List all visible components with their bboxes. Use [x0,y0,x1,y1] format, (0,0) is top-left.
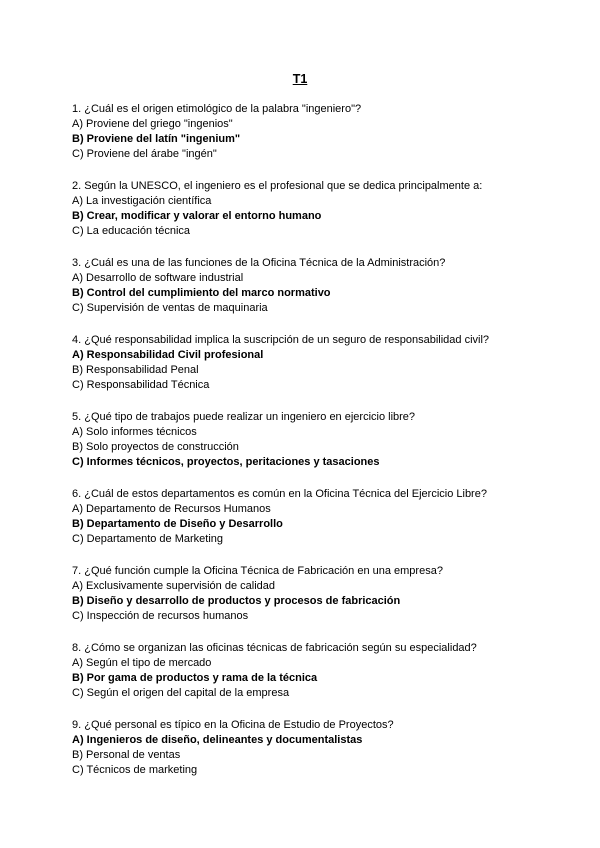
answer-option: A) La investigación científica [72,195,212,207]
answer-option: C) Supervisión de ventas de maquinaria [72,302,268,314]
answer-option: C) Proviene del árabe "ingén" [72,148,217,160]
answer-option: C) Según el origen del capital de la empresa [72,687,290,699]
answer-option: B) Personal de ventas [72,749,181,761]
answer-option-correct: C) Informes técnicos, proyectos, peritaciones y tasaciones [72,456,380,468]
question-block [72,179,572,239]
question-block [72,410,572,470]
question-list [72,102,572,795]
question-text: 8. ¿Cómo se organizan las oficinas técnicas de fabricación según su especialidad? [72,642,477,654]
answer-option: B) Responsabilidad Penal [72,364,199,376]
answer-option: C) Departamento de Marketing [72,533,224,545]
answer-option: A) Desarrollo de software industrial [72,272,244,284]
answer-option: A) Según el tipo de mercado [72,657,212,669]
question-text: 6. ¿Cuál de estos departamentos es común en la Oficina Técnica del Ejercicio Libre? [72,488,487,500]
question-block [72,487,572,547]
answer-option-correct: B) Proviene del latín "ingenium" [72,133,241,145]
answer-option-correct: B) Control del cumplimiento del marco normativo [72,287,331,299]
answer-option: C) Inspección de recursos humanos [72,610,249,622]
question-text: 5. ¿Qué tipo de trabajos puede realizar un ingeniero en ejercicio libre? [72,411,416,423]
answer-option: A) Solo informes técnicos [72,426,197,438]
answer-option: C) Responsabilidad Técnica [72,379,210,391]
question-text: 1. ¿Cuál es el origen etimológico de la palabra "ingeniero"? [72,103,362,115]
answer-option-correct: A) Responsabilidad Civil profesional [72,349,264,361]
question-text: 4. ¿Qué responsabilidad implica la suscripción de un seguro de responsabilidad civil? [72,334,490,346]
answer-option-correct: B) Por gama de productos y rama de la técnica [72,672,318,684]
answer-option-correct: A) Ingenieros de diseño, delineantes y documentalistas [72,734,363,746]
answer-option: A) Proviene del griego "ingenios" [72,118,233,130]
answer-option: B) Solo proyectos de construcción [72,441,239,453]
question-block [72,564,572,624]
page-title: T1 [292,72,308,86]
answer-option-correct: B) Crear, modificar y valorar el entorno humano [72,210,322,222]
question-block [72,641,572,701]
answer-option: C) La educación técnica [72,225,191,237]
answer-option-correct: B) Departamento de Diseño y Desarrollo [72,518,283,530]
question-text: 2. Según la UNESCO, el ingeniero es el profesional que se dedica principalmente a: [72,180,483,192]
answer-option: C) Técnicos de marketing [72,764,198,776]
question-block [72,333,572,393]
answer-option-correct: B) Diseño y desarrollo de productos y procesos de fabricación [72,595,401,607]
question-text: 9. ¿Qué personal es típico en la Oficina de Estudio de Proyectos? [72,719,394,731]
question-block [72,102,572,162]
question-text: 3. ¿Cuál es una de las funciones de la Oficina Técnica de la Administración? [72,257,446,269]
answer-option: A) Exclusivamente supervisión de calidad [72,580,275,592]
question-text: 7. ¿Qué función cumple la Oficina Técnica de Fabricación en una empresa? [72,565,443,577]
answer-option: A) Departamento de Recursos Humanos [72,503,271,515]
question-block [72,718,572,778]
question-block [72,256,572,316]
